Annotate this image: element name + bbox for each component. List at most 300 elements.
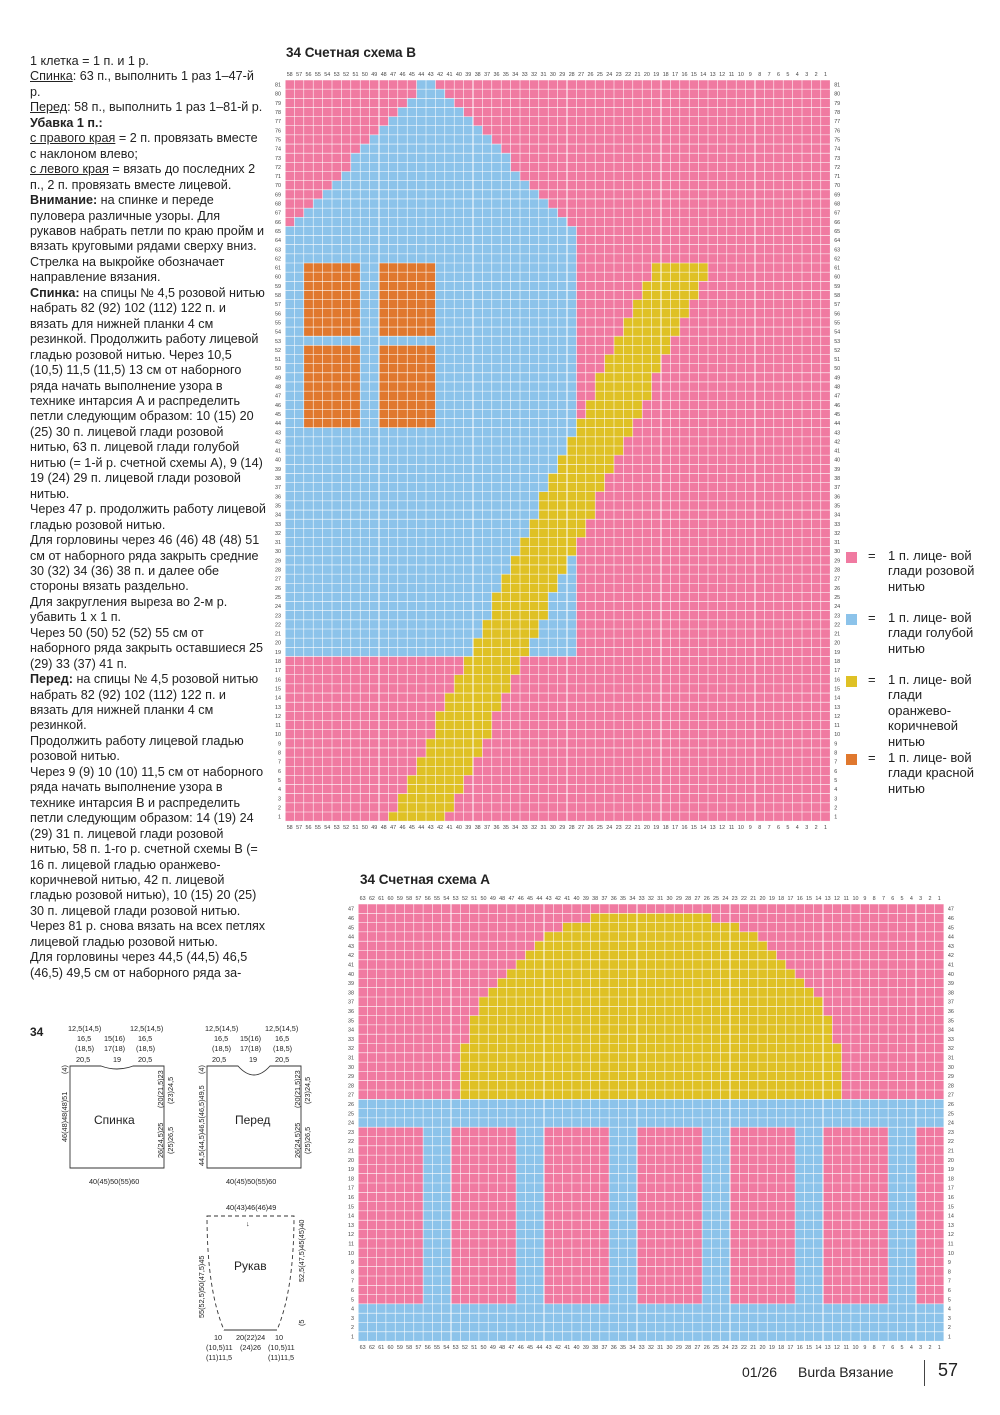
back-top-right: 12,5(14,5) (130, 1024, 164, 1033)
column-number-bottom: 44 (418, 825, 425, 832)
row-number-right: 42 (947, 953, 954, 960)
column-number-bottom: 23 (731, 1345, 738, 1352)
row-number-left: 44 (348, 934, 354, 941)
row-number-right: 27 (834, 576, 841, 583)
row-number-right: 20 (834, 640, 841, 647)
row-number-left: 52 (275, 347, 281, 354)
column-number-top: 2 (814, 72, 818, 78)
back-continue: Через 47 р. продолжить работу лицевой гладью розовой нитью. (30, 502, 266, 532)
row-number-left: 14 (275, 695, 281, 702)
column-number-bottom: 18 (662, 825, 669, 832)
row-number-right: 60 (834, 274, 841, 281)
sleeve-top: 40(43)46(46)49 (226, 1203, 277, 1212)
column-number-bottom: 9 (748, 825, 752, 832)
column-number-top: 35 (502, 72, 509, 78)
row-number-left: 7 (278, 759, 281, 766)
legend-equals: = (868, 750, 876, 765)
column-number-bottom: 15 (806, 1345, 813, 1352)
column-number-top: 49 (489, 896, 496, 902)
legend-text: 1 п. лице- вой глади голубой нитью (888, 610, 974, 656)
row-number-right: 71 (834, 174, 841, 181)
column-number-bottom: 14 (700, 825, 707, 832)
row-number-left: 48 (275, 384, 281, 391)
column-number-bottom: 17 (787, 1345, 794, 1352)
chart-b-title: 34 Счетная схема В (286, 45, 417, 60)
row-number-right: 17 (834, 668, 841, 675)
row-number-left: 68 (275, 201, 281, 208)
row-number-left: 27 (348, 1092, 354, 1099)
column-number-top: 39 (465, 72, 472, 78)
row-number-right: 10 (834, 732, 841, 739)
left-edge-line: с левого края = вязать до последних 2 п., 2 п. провязать вместе лицевой. (30, 162, 256, 192)
row-number-right: 40 (947, 971, 954, 978)
sleeve-bmid1: 20(22)24 (236, 1333, 266, 1342)
column-number-top: 41 (446, 72, 453, 78)
column-number-bottom: 13 (709, 825, 716, 832)
front-right-1: (20(21,5)23 (293, 1070, 302, 1108)
column-number-top: 14 (700, 72, 707, 78)
row-number-left: 38 (275, 476, 281, 483)
column-number-top: 13 (824, 896, 831, 902)
gauge-line: 1 клетка = 1 п. и 1 р. (30, 54, 149, 68)
row-number-left: 19 (275, 649, 281, 656)
column-number-bottom: 45 (527, 1345, 534, 1352)
column-number-top: 57 (415, 896, 422, 902)
column-number-bottom: 16 (681, 825, 688, 832)
row-number-left: 7 (351, 1278, 354, 1285)
row-number-left: 11 (275, 723, 281, 730)
row-number-right: 37 (947, 999, 954, 1006)
row-number-right: 30 (834, 549, 841, 556)
row-number-right: 80 (834, 91, 841, 98)
row-number-right: 36 (834, 494, 841, 501)
front-t185a: (18,5) (212, 1044, 232, 1053)
column-number-top: 24 (606, 72, 613, 78)
row-number-right: 20 (947, 1157, 954, 1164)
row-number-right: 25 (947, 1111, 954, 1118)
column-number-top: 56 (424, 896, 431, 902)
column-number-top: 8 (872, 896, 876, 902)
column-number-top: 36 (493, 72, 500, 78)
row-number-left: 45 (348, 925, 354, 932)
row-number-right: 22 (834, 622, 841, 629)
front-rows-line: Перед: 58 п., выполнить 1 раз 1–81-й р. (30, 100, 263, 115)
column-number-bottom: 7 (767, 825, 771, 832)
column-number-top: 20 (759, 896, 766, 902)
row-number-right: 28 (947, 1083, 954, 1090)
back-right-1: (20(21,5)23 (156, 1070, 165, 1108)
column-number-top: 13 (709, 72, 716, 78)
column-number-top: 41 (564, 896, 571, 902)
legend-equals: = (868, 672, 876, 687)
column-number-top: 10 (852, 896, 859, 902)
row-number-right: 37 (834, 485, 841, 492)
column-number-bottom: 15 (690, 825, 697, 832)
row-number-right: 26 (947, 1101, 954, 1108)
row-number-right: 45 (947, 925, 954, 932)
column-number-top: 11 (843, 896, 850, 902)
column-number-bottom: 34 (629, 1345, 636, 1352)
back-rounding: Для закругления выреза во 2-м р. убавить 1 х 1 п. (30, 594, 228, 625)
column-number-top: 53 (333, 72, 340, 78)
column-number-top: 23 (615, 72, 622, 78)
column-number-top: 26 (703, 896, 710, 902)
column-number-bottom: 8 (872, 1345, 876, 1352)
row-number-left: 42 (348, 953, 354, 960)
column-number-top: 43 (545, 896, 552, 902)
row-number-right: 81 (834, 82, 841, 89)
chart-a-title: 34 Счетная схема А (360, 872, 491, 887)
row-number-left: 35 (275, 503, 281, 510)
column-number-top: 55 (434, 896, 441, 902)
column-number-bottom: 46 (517, 1345, 524, 1352)
column-number-top: 6 (891, 896, 895, 902)
row-number-left: 76 (275, 128, 281, 135)
column-number-bottom: 40 (455, 825, 462, 832)
row-number-left: 70 (275, 183, 281, 190)
sleeve-label: Рукав (234, 1259, 267, 1273)
column-number-top: 23 (731, 896, 738, 902)
row-number-right: 44 (947, 934, 954, 941)
column-number-top: 53 (452, 896, 459, 902)
row-number-right: 69 (834, 192, 841, 199)
row-number-right: 5 (834, 777, 838, 784)
column-number-bottom: 57 (415, 1345, 422, 1352)
legend-text: 1 п. лице- вой глади розовой нитью (888, 548, 975, 594)
column-number-top: 22 (740, 896, 747, 902)
row-number-right: 12 (834, 713, 841, 720)
row-number-right: 58 (834, 293, 841, 300)
column-number-bottom: 8 (758, 825, 762, 832)
column-number-bottom: 2 (814, 825, 818, 832)
row-number-left: 79 (275, 100, 281, 107)
column-number-bottom: 21 (750, 1345, 757, 1352)
row-number-right: 57 (834, 302, 841, 309)
row-number-right: 22 (947, 1139, 954, 1146)
row-number-right: 26 (834, 585, 841, 592)
column-number-bottom: 31 (540, 825, 547, 832)
row-number-left: 13 (348, 1222, 354, 1229)
row-number-right: 25 (834, 594, 841, 601)
column-number-top: 44 (418, 72, 425, 78)
column-number-top: 42 (437, 72, 444, 78)
row-number-right: 24 (947, 1120, 954, 1127)
column-number-bottom: 45 (408, 825, 415, 832)
row-number-right: 70 (834, 183, 841, 190)
column-number-bottom: 20 (759, 1345, 766, 1352)
decrease-heading: Убавка 1 п.: (30, 115, 103, 130)
column-number-top: 9 (748, 72, 752, 78)
column-number-bottom: 50 (480, 1345, 487, 1352)
sleeve-arrow-icon: ↓ (246, 1219, 250, 1228)
column-number-bottom: 13 (824, 1345, 831, 1352)
back-left-dim: 46(48)48(48)51 (60, 1091, 69, 1142)
column-number-bottom: 60 (387, 1345, 394, 1352)
front-t185b: (18,5) (273, 1044, 293, 1053)
row-number-left: 27 (275, 576, 281, 583)
row-number-right: 8 (947, 1269, 951, 1276)
column-number-bottom: 32 (647, 1345, 654, 1352)
column-number-top: 4 (795, 72, 799, 78)
row-number-left: 29 (275, 558, 281, 565)
column-number-top: 52 (461, 896, 468, 902)
column-number-top: 47 (390, 72, 397, 78)
row-number-left: 26 (275, 585, 281, 592)
column-number-bottom: 52 (343, 825, 350, 832)
row-number-left: 59 (275, 283, 281, 290)
row-number-left: 17 (348, 1185, 354, 1192)
column-number-bottom: 51 (352, 825, 359, 832)
column-number-top: 29 (559, 72, 566, 78)
row-number-right: 30 (947, 1064, 954, 1071)
row-number-left: 54 (275, 329, 281, 336)
column-number-top: 40 (573, 896, 580, 902)
column-number-top: 51 (471, 896, 478, 902)
column-number-bottom: 56 (305, 825, 312, 832)
row-number-left: 73 (275, 155, 281, 162)
row-number-right: 33 (834, 521, 841, 528)
column-number-top: 61 (378, 896, 385, 902)
front-t1718: 17(18) (240, 1044, 262, 1053)
sleeve-schematic (197, 1203, 306, 1362)
row-number-right: 2 (834, 805, 838, 812)
column-number-bottom: 62 (368, 1345, 375, 1352)
row-number-left: 29 (348, 1074, 354, 1081)
column-number-top: 2 (928, 896, 932, 902)
column-number-bottom: 59 (396, 1345, 403, 1352)
column-number-bottom: 21 (634, 825, 641, 832)
row-number-left: 65 (275, 228, 281, 235)
column-number-top: 56 (305, 72, 312, 78)
row-number-right: 8 (834, 750, 838, 757)
issue-number: 01/26 (742, 1364, 778, 1380)
front-right-3: 26(24,5)25 (293, 1122, 302, 1158)
column-number-top: 31 (540, 72, 547, 78)
row-number-right: 29 (947, 1074, 954, 1081)
column-number-bottom: 11 (728, 825, 735, 832)
column-number-bottom: 10 (852, 1345, 859, 1352)
column-number-top: 62 (368, 896, 375, 902)
column-number-bottom: 22 (740, 1345, 747, 1352)
row-number-left: 2 (278, 805, 281, 812)
front-t19: 19 (249, 1055, 258, 1064)
column-number-top: 9 (863, 896, 867, 902)
row-number-right: 45 (834, 411, 841, 418)
column-number-bottom: 48 (380, 825, 387, 832)
column-number-bottom: 23 (615, 825, 622, 832)
column-number-bottom: 19 (768, 1345, 775, 1352)
column-number-top: 54 (443, 896, 450, 902)
column-number-top: 45 (527, 896, 534, 902)
schematic-number: 34 (30, 1025, 44, 1039)
column-number-bottom: 26 (587, 825, 594, 832)
row-number-right: 6 (947, 1287, 951, 1294)
column-number-top: 50 (480, 896, 487, 902)
row-number-right: 5 (947, 1297, 951, 1304)
back-right-3: 26(24,5)25 (156, 1122, 165, 1158)
column-number-bottom: 27 (578, 825, 585, 832)
column-number-bottom: 27 (694, 1345, 701, 1352)
row-number-left: 10 (275, 732, 281, 739)
row-number-right: 79 (834, 100, 841, 107)
row-number-left: 25 (348, 1111, 354, 1118)
column-number-top: 44 (536, 896, 543, 902)
column-number-bottom: 11 (843, 1345, 850, 1352)
row-number-left: 11 (348, 1241, 354, 1248)
row-number-right: 53 (834, 338, 841, 345)
front-t16a: 16,5 (214, 1034, 229, 1043)
row-number-right: 19 (834, 649, 841, 656)
row-number-left: 51 (275, 357, 281, 364)
column-number-top: 16 (796, 896, 803, 902)
column-number-bottom: 55 (434, 1345, 441, 1352)
row-number-right: 6 (834, 768, 838, 775)
back-t185a: (18,5) (75, 1044, 95, 1053)
row-number-left: 50 (275, 366, 281, 373)
front-top-right: 12,5(14,5) (265, 1024, 299, 1033)
row-number-right: 31 (947, 1055, 954, 1062)
column-number-bottom: 32 (531, 825, 538, 832)
column-number-bottom: 33 (638, 1345, 645, 1352)
column-number-top: 1 (824, 72, 827, 78)
row-number-left: 66 (275, 219, 281, 226)
row-number-left: 21 (348, 1148, 354, 1155)
row-number-left: 9 (278, 741, 281, 748)
column-number-top: 15 (806, 896, 813, 902)
row-number-right: 78 (834, 110, 841, 117)
column-number-top: 11 (728, 72, 735, 78)
row-number-left: 12 (348, 1232, 354, 1239)
row-number-left: 1 (351, 1334, 354, 1341)
row-number-right: 2 (947, 1325, 951, 1332)
row-number-left: 35 (348, 1018, 354, 1025)
column-number-top: 25 (596, 72, 603, 78)
column-number-top: 52 (343, 72, 350, 78)
row-number-right: 46 (834, 402, 841, 409)
column-number-bottom: 12 (719, 825, 726, 832)
row-number-right: 74 (834, 146, 841, 153)
row-number-left: 81 (275, 82, 281, 89)
column-number-bottom: 39 (465, 825, 472, 832)
row-number-left: 12 (275, 713, 281, 720)
column-number-bottom: 28 (685, 1345, 692, 1352)
column-number-top: 32 (531, 72, 538, 78)
sleeve-left-dim: 55(52,5)50(47,5)45 (197, 1255, 206, 1318)
right-edge-line: с правого края = 2 п. провязать вместе с наклоном влево; (30, 131, 258, 161)
column-number-bottom: 35 (620, 1345, 627, 1352)
front-right-4: (25)26,5 (303, 1126, 312, 1154)
column-number-bottom: 36 (610, 1345, 617, 1352)
row-number-left: 61 (275, 265, 281, 272)
column-number-bottom: 51 (471, 1345, 478, 1352)
row-number-left: 39 (348, 981, 354, 988)
column-number-bottom: 47 (508, 1345, 515, 1352)
row-number-right: 49 (834, 375, 841, 382)
column-number-bottom: 42 (554, 1345, 561, 1352)
row-number-right: 31 (834, 540, 841, 547)
row-number-right: 75 (834, 137, 841, 144)
row-number-right: 1 (947, 1334, 951, 1341)
column-number-top: 16 (681, 72, 688, 78)
column-number-bottom: 2 (928, 1345, 932, 1352)
row-number-right: 32 (834, 530, 841, 537)
row-number-left: 53 (275, 338, 281, 345)
column-number-top: 17 (787, 896, 794, 902)
column-number-top: 3 (919, 896, 923, 902)
column-number-top: 34 (629, 896, 636, 902)
column-number-top: 7 (767, 72, 771, 78)
row-number-left: 26 (348, 1101, 354, 1108)
row-number-left: 39 (275, 466, 281, 473)
row-number-right: 14 (834, 695, 841, 702)
row-number-right: 18 (947, 1176, 954, 1183)
front-continue: Продолжить работу лицевой гладью розовой нитью. (30, 733, 244, 764)
column-number-bottom: 20 (643, 825, 650, 832)
row-number-right: 39 (834, 466, 841, 473)
column-number-top: 49 (371, 72, 378, 78)
row-number-left: 55 (275, 320, 281, 327)
column-number-bottom: 34 (512, 825, 519, 832)
column-number-bottom: 48 (499, 1345, 506, 1352)
column-number-top: 33 (521, 72, 528, 78)
row-number-left: 34 (348, 1027, 354, 1034)
column-number-top: 22 (625, 72, 632, 78)
row-number-right: 66 (834, 219, 841, 226)
row-number-right: 42 (834, 439, 841, 446)
row-number-right: 23 (834, 613, 841, 620)
column-number-bottom: 24 (606, 825, 613, 832)
row-number-right: 40 (834, 457, 841, 464)
row-number-right: 77 (834, 119, 841, 126)
row-number-left: 31 (348, 1055, 354, 1062)
column-number-bottom: 56 (424, 1345, 431, 1352)
column-number-top: 38 (474, 72, 481, 78)
column-number-top: 4 (909, 896, 913, 902)
row-number-right: 21 (947, 1148, 954, 1155)
row-number-right: 28 (834, 567, 841, 574)
column-number-bottom: 5 (786, 825, 790, 832)
column-number-top: 24 (722, 896, 729, 902)
row-number-right: 11 (947, 1241, 954, 1248)
row-number-left: 75 (275, 137, 281, 144)
row-number-right: 63 (834, 247, 841, 254)
column-number-bottom: 47 (390, 825, 397, 832)
column-number-bottom: 26 (703, 1345, 710, 1352)
column-number-bottom: 38 (592, 1345, 599, 1352)
column-number-top: 15 (690, 72, 697, 78)
legend-text: 1 п. лице- вой глади оранжево- коричневой нитью (888, 672, 972, 749)
column-number-top: 58 (286, 72, 293, 78)
column-number-bottom: 44 (536, 1345, 543, 1352)
row-number-left: 25 (275, 594, 281, 601)
row-number-left: 22 (348, 1139, 354, 1146)
back-right-2: (23)24,5 (166, 1076, 175, 1104)
column-number-top: 6 (777, 72, 780, 78)
sleeve-b1052b: (10,5)11 (268, 1343, 295, 1352)
front-t1516: 15(16) (240, 1034, 262, 1043)
row-number-right: 55 (834, 320, 841, 327)
column-number-top: 18 (662, 72, 669, 78)
column-number-top: 30 (549, 72, 556, 78)
column-number-top: 20 (643, 72, 650, 78)
column-number-bottom: 30 (549, 825, 556, 832)
row-number-right: 12 (947, 1232, 954, 1239)
column-number-bottom: 41 (564, 1345, 571, 1352)
row-number-right: 9 (834, 741, 838, 748)
row-number-left: 46 (348, 915, 354, 922)
row-number-left: 17 (275, 668, 281, 675)
row-number-left: 32 (348, 1046, 354, 1053)
